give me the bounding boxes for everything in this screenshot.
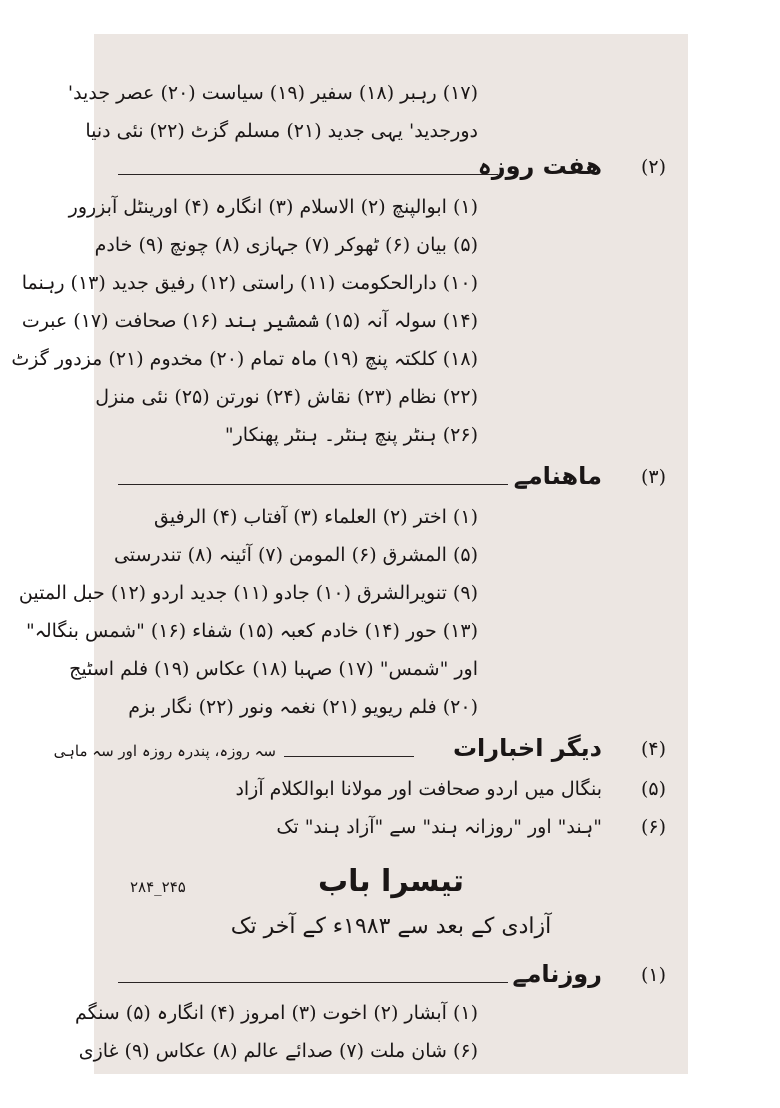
- heading-rule: [284, 756, 414, 757]
- section-title: روزنامے: [512, 960, 602, 988]
- section-number: (۴): [640, 738, 666, 760]
- chapter-subtitle: آزادی کے بعد سے ۱۹۸۳ء کے آخر تک: [230, 914, 552, 939]
- list-line: (۱۴) سولہ آنہ (۱۵) شمشیر ہند (۱۶) صحافت (۱۷) عبرت: [21, 310, 478, 332]
- section-number: (۳): [640, 466, 666, 488]
- item-text: "ہند" اور "روزانہ ہند" سے "آزاد ہند" تک: [276, 816, 602, 838]
- section-heading-monthlies: [94, 462, 688, 494]
- section-title: دیگر اخبارات: [452, 734, 602, 762]
- book-page: [11, 34, 688, 1074]
- list-line: (۱) ابوالپنچ (۲) الاسلام (۳) انگارہ (۴) اورینٹل آبزرور: [68, 196, 478, 218]
- list-line: (۵) بیان (۶) ٹھوکر (۷) جہازی (۸) چونچ (۹) خادم: [94, 234, 478, 256]
- item-number: (۶): [640, 816, 666, 838]
- list-line: (۶) شان ملت (۷) صدائے عالم (۸) عکاس (۹) غازی: [78, 1040, 478, 1062]
- list-line: (۱) آبشار (۲) اخوت (۳) امروز (۴) انگارہ (۵) سنگم: [74, 1002, 478, 1024]
- item-number: (۵): [640, 778, 666, 800]
- section-heading-dailies: [94, 960, 688, 992]
- heading-rule: [118, 982, 508, 983]
- section-title: ماھنامے: [513, 462, 602, 490]
- list-line: (۱۸) کلکتہ پنچ (۱۹) ماہ تمام (۲۰) مخدوم (۲۱) مزدور گزٹ: [11, 348, 478, 370]
- section-note: سہ روزہ، پندرہ روزہ اور سہ ماہی: [53, 742, 276, 760]
- section-heading-other-papers: [53, 734, 688, 766]
- item-text: بنگال میں اردو صحافت اور مولانا ابوالکلام آزاد: [235, 778, 602, 800]
- list-line: (۲۰) فلم ریویو (۲۱) نغمہ ونور (۲۲) نگار بزم: [128, 696, 478, 718]
- list-line: (۵) المشرق (۶) المومن (۷) آئینہ (۸) تندرستی: [113, 544, 478, 566]
- list-line: (۱۳) حور (۱۴) خادم کعبہ (۱۵) شفاء (۱۶) "شمس بنگالہ": [25, 620, 478, 642]
- page-range: ۲۸۴_۲۴۵: [130, 878, 186, 896]
- heading-rule: [118, 484, 508, 485]
- chapter-title: تیسرا باب: [317, 864, 465, 899]
- section-number: (۲): [640, 156, 666, 178]
- list-line: دورجدید' یہی جدید (۲۱) مسلم گزٹ (۲۲) نئی دنیا: [85, 120, 478, 142]
- list-line: (۱) اختر (۲) العلماء (۳) آفتاب (۴) الرفیق: [154, 506, 478, 528]
- section-heading-weeklies: [94, 152, 688, 184]
- list-line: (۱۷) رہبر (۱۸) سفیر (۱۹) سیاست (۲۰) عصر جدید': [67, 82, 478, 104]
- item-hind-to-azad-hind: [94, 812, 688, 844]
- list-line: (۲۲) نظام (۲۳) نقاش (۲۴) نورتن (۲۵) نئی منزل: [95, 386, 478, 408]
- heading-rule: [118, 174, 498, 175]
- section-number: (۱): [640, 964, 666, 986]
- item-bengal-journalism: [94, 774, 688, 806]
- list-line: (۱۰) دارالحکومت (۱۱) راستی (۱۲) رفیق جدید (۱۳) رہنما: [21, 272, 478, 294]
- list-line: (۲۶) ہنٹر پنچ ہنٹر۔ ہنٹر پھنکار": [224, 424, 478, 446]
- section-title: ھفت روزہ: [477, 152, 602, 180]
- list-line: اور "شمس" (۱۷) صہبا (۱۸) عکاس (۱۹) فلم اسٹیج: [69, 658, 478, 680]
- list-line: (۹) تنویرالشرق (۱۰) جادو (۱۱) جدید اردو (۱۲) حبل المتین: [18, 582, 478, 604]
